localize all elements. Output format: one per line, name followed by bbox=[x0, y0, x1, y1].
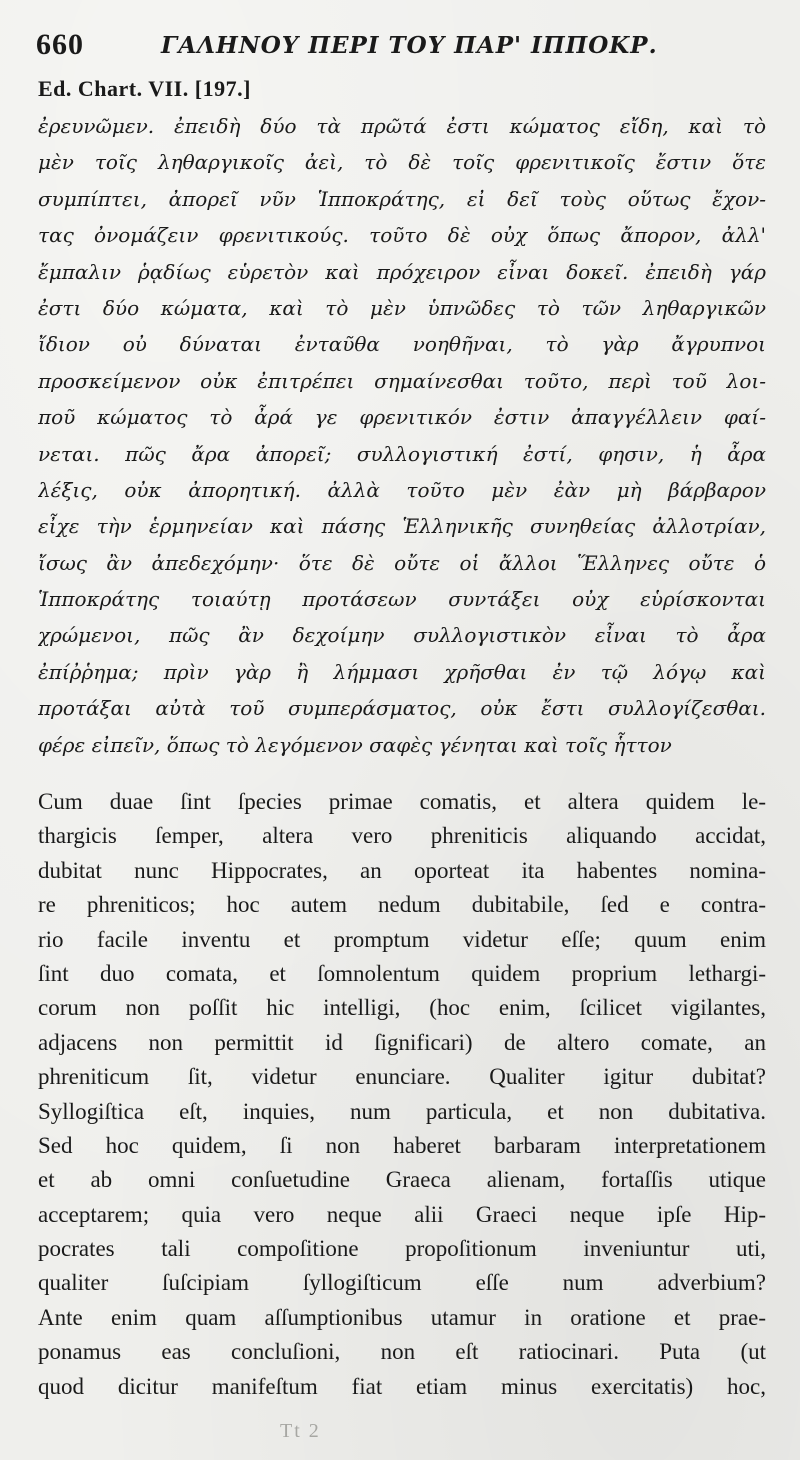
greek-line: μὲν τοῖς ληθαργικοῖς ἀεὶ, τὸ δὲ τοῖς φρενιτικοῖς ἔστιν ὅτε bbox=[38, 150, 766, 175]
greek-text-block bbox=[38, 108, 766, 763]
greek-line: φέρε εἰπεῖν, ὅπως τὸ λεγόμενον σαφὲς γένηται καὶ τοῖς ἧττον bbox=[38, 732, 672, 757]
latin-line: pocrates tali compoſitione propoſitionum inveniuntur uti, bbox=[38, 1236, 766, 1262]
latin-line: phreniticum ſit, videtur enunciare. Qualiter igitur dubitat? bbox=[38, 1064, 766, 1090]
greek-line: ἴδιον οὐ δύναται ἐνταῦθα νοηθῆναι, τὸ γὰρ ἄγρυπνοι bbox=[38, 332, 766, 357]
greek-line: ποῦ κώματος τὸ ἆρά γε φρενιτικόν ἐστιν ἀπαγγέλλειν φαί- bbox=[38, 405, 766, 430]
page-header bbox=[36, 22, 766, 66]
greek-line: εἶχε τὴν ἑρμηνείαν καὶ πάσης Ἑλληνικῆς συνηθείας ἀλλοτρίαν, bbox=[38, 514, 766, 539]
latin-line: rio facile inventu et promptum videtur eſſe; quum enim bbox=[38, 926, 766, 952]
page-number: 660 bbox=[36, 28, 84, 61]
latin-text-block bbox=[38, 785, 766, 1404]
greek-line: νεται. πῶς ἄρα ἀπορεῖ; συλλογιστική ἐστί, φησιν, ἡ ἆρα bbox=[38, 441, 766, 466]
latin-line: Cum duae ſint ſpecies primae comatis, et altera quidem le- bbox=[38, 789, 766, 814]
latin-line: acceptarem; quia vero neque alii Graeci neque ipſe Hip- bbox=[38, 1201, 766, 1227]
greek-line: ἐρευνῶμεν. ἐπειδὴ δύο τὰ πρῶτά ἐστι κώματος εἴδη, καὶ τὸ bbox=[38, 114, 766, 138]
latin-line: ſint duo comata, et ſomnolentum quidem proprium lethargi- bbox=[38, 960, 766, 986]
greek-line: ἐπίῤῥημα; πρὶν γὰρ ἢ λήμμασι χρῆσθαι ἐν τῷ λόγῳ καὶ bbox=[38, 659, 766, 684]
greek-line: προσκείμενον οὐκ ἐπιτρέπει σημαίνεσθαι τοῦτο, περὶ τοῦ λοι- bbox=[38, 368, 766, 393]
greek-line: ἐστι δύο κώματα, καὶ τὸ μὲν ὑπνῶδες τὸ τῶν ληθαργικῶν bbox=[38, 295, 766, 320]
latin-line: ponamus eas concluſioni, non eſt ratiocinari. Puta (ut bbox=[38, 1339, 766, 1365]
latin-line: quod dicitur manifeſtum fiat etiam minus exercitatis) hoc, bbox=[38, 1373, 766, 1399]
greek-line: λέξις, οὐκ ἀπορητική. ἀλλὰ τοῦτο μὲν ἐὰν μὴ βάρβαρον bbox=[38, 477, 766, 502]
latin-line: re phreniticos; hoc autem nedum dubitabile, ſed e contra- bbox=[38, 892, 766, 918]
latin-line: et ab omni conſuetudine Graeca alienam, fortaſſis utique bbox=[38, 1167, 766, 1193]
latin-line: corum non poſſit hic intelligi, (hoc enim, ſcilicet vigilantes, bbox=[38, 995, 766, 1021]
greek-line: ἴσως ἂν ἀπεδεχόμην· ὅτε δὲ οὔτε οἱ ἄλλοι Ἕλληνες οὔτε ὁ bbox=[38, 550, 766, 575]
greek-line: ἔμπαλιν ῥᾳδίως εὑρετὸν καὶ πρόχειρον εἶναι δοκεῖ. ἐπειδὴ γάρ bbox=[38, 259, 766, 284]
latin-line: Ante enim quam aſſumptionibus utamur in oratione et prae- bbox=[38, 1304, 766, 1330]
latin-line: thargicis ſemper, altera vero phreniticis aliquando accidat, bbox=[38, 823, 766, 849]
signature-mark: Tt 2 bbox=[280, 1420, 321, 1442]
greek-line: προτάξαι αὐτὰ τοῦ συμπεράσματος, οὐκ ἔστι συλλογίζεσθαι. bbox=[38, 696, 766, 721]
latin-line: dubitat nunc Hippocrates, an oporteat ita habentes nomina- bbox=[38, 857, 766, 883]
greek-line: Ἱπποκράτης τοιαύτῃ προτάσεων συντάξει οὐχ εὑρίσκονται bbox=[38, 587, 766, 612]
latin-line: adjacens non permittit id ſignificari) de altero comate, an bbox=[38, 1029, 766, 1055]
greek-line: συμπίπτει, ἀπορεῖ νῦν Ἱπποκράτης, εἰ δεῖ τοὺς οὕτως ἔχον- bbox=[38, 186, 766, 211]
running-head: ΓΑΛΗΝΟΥ ΠΕΡΙ ΤΟΥ ΠΑΡ' ΙΠΠΟΚΡ. bbox=[161, 32, 658, 59]
greek-line: χρώμενοι, πῶς ἂν δεχοίμην συλλογιστικὸν εἶναι τὸ ἆρα bbox=[38, 623, 766, 648]
greek-line: τας ὀνομάζειν φρενιτικούς. τοῦτο δὲ οὐχ ὅπως ἄπορον, ἀλλ' bbox=[38, 223, 766, 248]
latin-line: qualiter ſuſcipiam ſyllogiſticum eſſe num adverbium? bbox=[38, 1270, 766, 1296]
edition-reference: Ed. Chart. VII. [197.] bbox=[38, 76, 251, 101]
latin-line: Syllogiſtica eſt, inquies, num particula, et non dubitativa. bbox=[38, 1098, 766, 1124]
latin-line: Sed hoc quidem, ſi non haberet barbaram interpretationem bbox=[38, 1132, 766, 1158]
